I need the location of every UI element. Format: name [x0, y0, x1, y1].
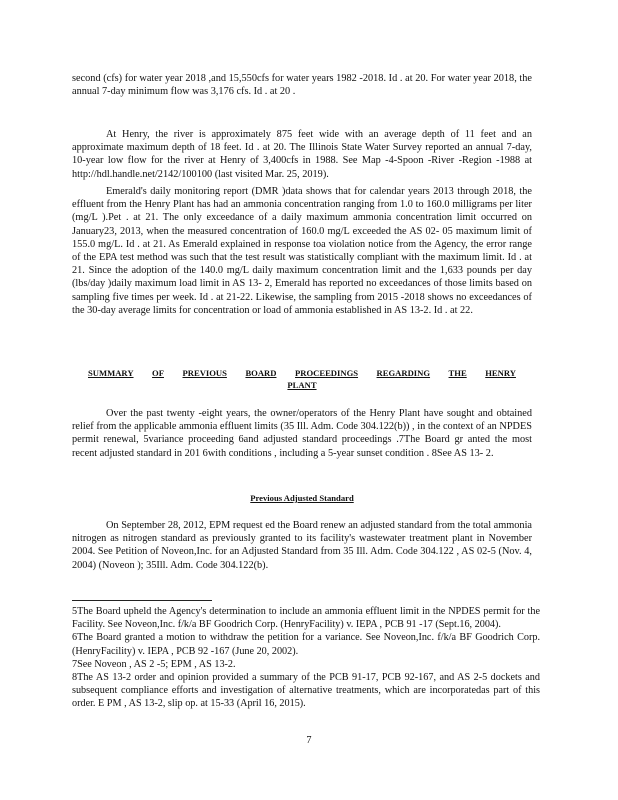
subheading-text: Previous Adjusted Standard	[250, 493, 354, 503]
section-heading-summary	[72, 367, 532, 391]
heading-word: BOARD	[245, 368, 277, 378]
heading-line-1	[72, 367, 532, 379]
heading-word: PREVIOUS	[182, 368, 227, 378]
paragraph-text: At Henry, the river is approximately 875 feet wide with an average depth of 11 feet and an approximate maximum depth of 18 feet. Id . at 20. The Illinois State Water Survey reported an annual 7-day, 10-year low flow for the river at Henry of 3,400cfs in 1988. See Map -4-Spoon -River -Region -1988 at http://hdl.handle.net/2142/100100 (last visited Mar. 25, 2019).	[72, 129, 532, 180]
footnote-5: 5The Board upheld the Agency's determination to include an ammonia effluent limit in the NPDES permit for the Facility. See Noveon,Inc. f/k/a BF Goodrich Corp. (HenryFacility) v. IEPA , PCB 91 -17 (Sept.16, 2004).	[72, 606, 540, 631]
footnote-divider	[72, 600, 212, 601]
paragraph-text: On September 28, 2012, EPM request ed the Board renew an adjusted standard from the total ammonia nitrogen as nitrogen standard as previously granted to its facility's wastewater treatment plant in November 2004. See Petition of Noveon,Inc. for an Adjusted Standard from 35 Ill. Adm. Code 304.122 , AS 02-5 (Nov. 4, 2004) (Noveon ); 35Ill. Adm. Code 304.122(b).	[72, 520, 532, 571]
subsection-heading-previous-standard	[72, 492, 532, 504]
heading-word: SUMMARY	[88, 368, 134, 378]
paragraph-river-dimensions	[72, 128, 532, 181]
paragraph-text: Emerald's daily monitoring report (DMR )data shows that for calendar years 2013 through 2018, the effluent from the Henry Plant has had an ammonia concentration ranging from 1.0 to 160.0 milligrams per liter (mg/L ).Pet . at 21. The only exceedance of a daily maximum ammonia concentration limit occurred on January23, 2013, when the measured concentration of 160.0 mg/L exceeded the AS 02- 05 maximum limit of 155.0 mg/L. Id . at 21. As Emerald explained in response toa violation notice from the Agency, the error range of the EPA test method was such that the test result was statistically compliant with the maximum limit. Id . at 21. Since the adoption of the 140.0 mg/L daily maximum concentration limit and the 1,633 pounds per day (lbs/day )daily maximum load limit in AS 13- 2, Emerald has reported no exceedances of those limits based on sampling five times per week. Id . at 21-22. Likewise, the sampling from 2015 -2018 shows no exceedances of the 30-day average limits for concentration or load of ammonia established in AS 13-2. Id . at 22.	[72, 186, 532, 316]
heading-word: HENRY	[485, 368, 516, 378]
heading-word: THE	[448, 368, 467, 378]
heading-word: PROCEEDINGS	[295, 368, 359, 378]
paragraph-history	[72, 407, 532, 460]
paragraph-text: second (cfs) for water year 2018 ,and 15,550cfs for water years 1982 -2018. Id . at 20. For water year 2018, the annual 7-day minimum flow was 3,176 cfs. Id . at 20 .	[72, 73, 532, 98]
footnote-7: 7See Noveon , AS 2 -5; EPM , AS 13-2.	[72, 658, 236, 670]
paragraph-flow-continued	[72, 72, 532, 98]
footnotes-section	[72, 600, 540, 711]
heading-word: OF	[152, 368, 164, 378]
footnote-8: 8The AS 13-2 order and opinion provided a summary of the PCB 91-17, PCB 92-167, and AS 2-5 dockets and subsequent compliance efforts and investigation of alternative treatments, which are incorporatedas part of this order. E PM , AS 13-2, slip op. at 15-33 (April 16, 2015).	[72, 672, 540, 710]
page-number: 7	[306, 735, 312, 746]
paragraph-epm-request	[72, 519, 532, 572]
footnote-6: 6The Board granted a motion to withdraw the petition for a variance. See Noveon,Inc. f/k/a BF Goodrich Corp. (HenryFacility) v. IEPA , PCB 92 -167 (June 20, 2002).	[72, 632, 540, 657]
paragraph-dmr-data	[72, 185, 532, 317]
heading-line-2: PLANT	[287, 380, 317, 390]
paragraph-text: Over the past twenty -eight years, the owner/operators of the Henry Plant have sought and obtained relief from the applicable ammonia effluent limits (35 Ill. Adm. Code 304.122(b)) , in the context of an NPDES permit renewal, 5variance proceeding 6and adjusted standard proceedings .7The Board gr anted the most recent adjusted standard in 201 6with conditions , including a 5-year sunset condition . 8See AS 13- 2.	[72, 408, 532, 459]
heading-word: REGARDING	[376, 368, 431, 378]
